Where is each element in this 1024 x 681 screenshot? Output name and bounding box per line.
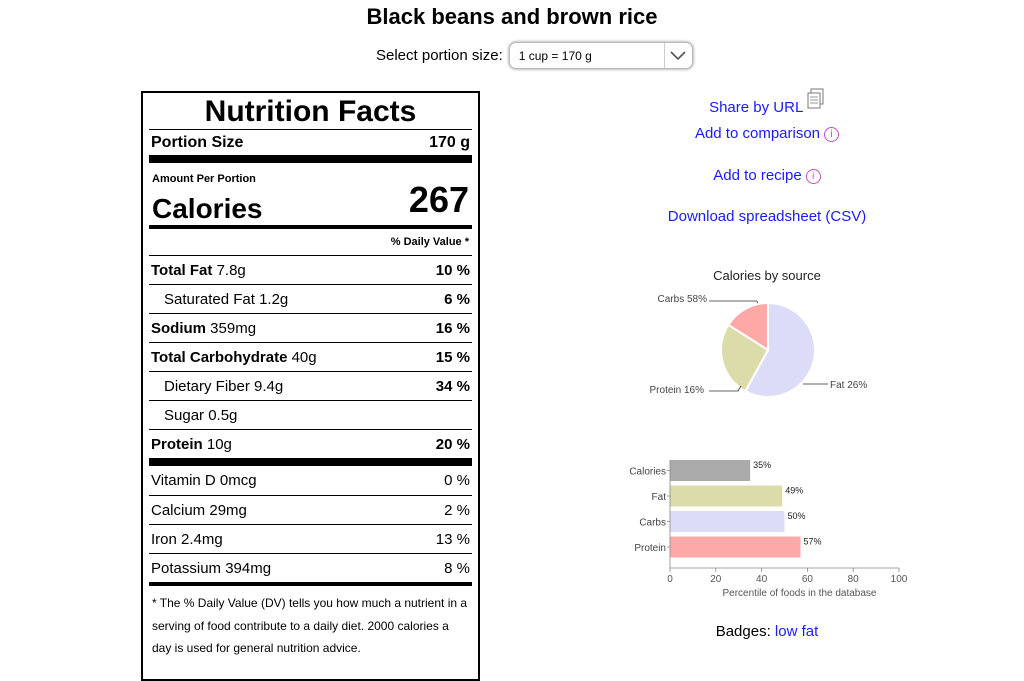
nutrient-name-amount xyxy=(164,378,283,395)
daily-value-header: % Daily Value * xyxy=(390,236,469,248)
vitamin-daily-value: 2 % xyxy=(444,501,470,519)
vitamin-name-amount xyxy=(151,531,223,548)
nutrient-daily-value: 20 % xyxy=(435,435,470,453)
vitamin-amount: 29mg xyxy=(209,501,247,519)
vitamin-row xyxy=(149,553,472,582)
nutrient-daily-value: 34 % xyxy=(435,377,470,395)
bar-category-label: Calories xyxy=(629,466,666,478)
nutrient-list xyxy=(149,255,472,458)
bar[interactable] xyxy=(670,511,785,532)
portion-size-value: 170 g xyxy=(429,133,470,151)
pie-slice-label: Carbs 58% xyxy=(657,294,707,305)
bar-value-label: 49% xyxy=(785,485,804,496)
nutrient-name: Sugar xyxy=(164,406,205,424)
nutrient-amount: 9.4g xyxy=(254,377,284,395)
vitamin-amount: 0mcg xyxy=(219,472,257,489)
nutrient-name: Total Fat xyxy=(151,261,213,279)
portion-size-row xyxy=(149,129,472,155)
nutrition-facts-label xyxy=(141,91,480,681)
nutrient-name: Sodium xyxy=(151,319,206,337)
vitamin-name: Calcium xyxy=(151,501,206,519)
nutrient-amount: 1.2g xyxy=(259,290,289,308)
bar[interactable] xyxy=(670,460,750,481)
nutrient-amount: 359mg xyxy=(210,319,257,337)
download-csv-link[interactable]: Download spreadsheet (CSV) xyxy=(667,208,867,225)
x-tick-label: 20 xyxy=(710,574,722,585)
share-url-label: Share by URL xyxy=(709,99,803,116)
pie-leader-line xyxy=(709,301,758,305)
calories-value: 267 xyxy=(408,179,469,220)
share-url-link[interactable] xyxy=(640,88,894,116)
daily-value-footnote: * The % Daily Value (DV) tells you how much a nutrient in a serving of food contribute to a daily diet. 2000 calories a day is used for general nutrition advice. xyxy=(152,596,468,655)
divider xyxy=(149,458,472,466)
nutrient-row xyxy=(149,342,472,371)
nutrient-name: Protein xyxy=(151,435,203,453)
page-title: Black beans and brown rice xyxy=(366,4,658,29)
nutrient-name-amount xyxy=(164,407,237,424)
chevron-down-icon[interactable] xyxy=(664,43,692,68)
vitamin-row xyxy=(149,466,472,495)
add-to-comparison-label: Add to comparison xyxy=(694,125,821,142)
nutrient-daily-value: 16 % xyxy=(435,319,470,337)
calories-pie-chart xyxy=(620,288,920,438)
nutrient-daily-value: 10 % xyxy=(435,261,470,279)
nutrient-row xyxy=(149,255,472,284)
amount-per-portion: Amount Per Portion xyxy=(152,173,256,185)
vitamin-list xyxy=(149,466,472,582)
vitamin-name-amount xyxy=(151,502,247,519)
add-to-recipe-link[interactable] xyxy=(640,167,894,184)
nutrient-row xyxy=(149,429,472,458)
nutrient-daily-value: 6 % xyxy=(444,290,470,308)
nutrient-amount: 10g xyxy=(206,435,232,453)
calories-block xyxy=(149,163,472,225)
portion-select[interactable] xyxy=(509,42,693,69)
bar[interactable] xyxy=(670,486,782,507)
nutrient-name: Total Carbohydrate xyxy=(151,348,288,366)
vitamin-name: Potassium xyxy=(151,559,222,577)
bar[interactable] xyxy=(670,537,801,558)
bar-category-label: Fat xyxy=(651,492,666,503)
vitamin-name-amount xyxy=(151,560,271,577)
percentile-bar-chart xyxy=(600,455,940,605)
vitamin-name: Iron xyxy=(151,530,177,548)
nutrition-facts-title: Nutrition Facts xyxy=(204,95,417,128)
nutrient-amount: 7.8g xyxy=(216,261,246,279)
vitamin-name: Vitamin D xyxy=(151,472,216,489)
badges-label: Badges: xyxy=(715,623,771,640)
info-icon[interactable]: i xyxy=(806,169,821,184)
portion-selector xyxy=(376,42,693,69)
nutrient-name-amount xyxy=(151,320,256,337)
vitamin-name-amount xyxy=(151,472,257,489)
x-tick-label: 0 xyxy=(667,574,673,585)
badge-link[interactable]: low fat xyxy=(774,623,819,640)
bar-value-label: 50% xyxy=(787,511,806,521)
portion-size-label: Portion Size xyxy=(151,133,244,151)
vitamin-daily-value: 0 % xyxy=(444,472,470,489)
vitamin-daily-value: 13 % xyxy=(435,530,470,548)
bar-value-label: 35% xyxy=(753,460,772,470)
portion-select-value: 1 cup = 170 g xyxy=(518,48,592,63)
pie-leader-line xyxy=(709,386,741,391)
nutrient-amount: 40g xyxy=(291,348,317,366)
pie-slice-label: Fat 26% xyxy=(830,380,868,391)
vitamin-row xyxy=(149,495,472,524)
nutrient-name-amount xyxy=(151,436,232,453)
add-to-comparison-link[interactable] xyxy=(640,125,894,142)
vitamin-daily-value: 8 % xyxy=(444,559,470,577)
nutrient-daily-value: 15 % xyxy=(435,348,470,366)
nutrient-name: Dietary Fiber xyxy=(164,377,250,395)
bar-category-label: Carbs xyxy=(639,517,666,529)
nutrient-row xyxy=(149,371,472,400)
x-tick-label: 80 xyxy=(847,574,859,585)
badges-row xyxy=(640,623,894,640)
nutrient-row xyxy=(149,284,472,313)
add-to-recipe-label: Add to recipe xyxy=(713,167,802,184)
calories-label: Calories xyxy=(152,193,263,224)
portion-label: Select portion size: xyxy=(376,47,503,64)
x-tick-label: 100 xyxy=(890,574,908,585)
x-tick-label: 40 xyxy=(756,574,768,585)
info-icon[interactable]: i xyxy=(824,127,839,142)
nutrient-row xyxy=(149,400,472,429)
bar-value-label: 57% xyxy=(803,536,822,547)
pie-slice-label: Protein 16% xyxy=(649,385,704,396)
x-tick-label: 60 xyxy=(801,574,813,585)
vitamin-amount: 394mg xyxy=(225,559,272,577)
vitamin-amount: 2.4mg xyxy=(181,530,223,548)
nutrient-amount: 0.5g xyxy=(208,406,238,424)
nutrient-row xyxy=(149,313,472,342)
x-axis-label: Percentile of foods in the database xyxy=(722,588,877,599)
nutrient-name: Saturated Fat xyxy=(164,290,255,308)
nutrient-name-amount xyxy=(151,349,317,366)
divider xyxy=(149,155,472,163)
copy-icon[interactable] xyxy=(807,88,825,114)
bar-category-label: Protein xyxy=(634,543,666,554)
nutrient-name-amount xyxy=(151,262,246,279)
vitamin-row xyxy=(149,524,472,553)
nutrient-name-amount xyxy=(164,291,288,308)
pie-chart-title: Calories by source xyxy=(713,268,821,283)
